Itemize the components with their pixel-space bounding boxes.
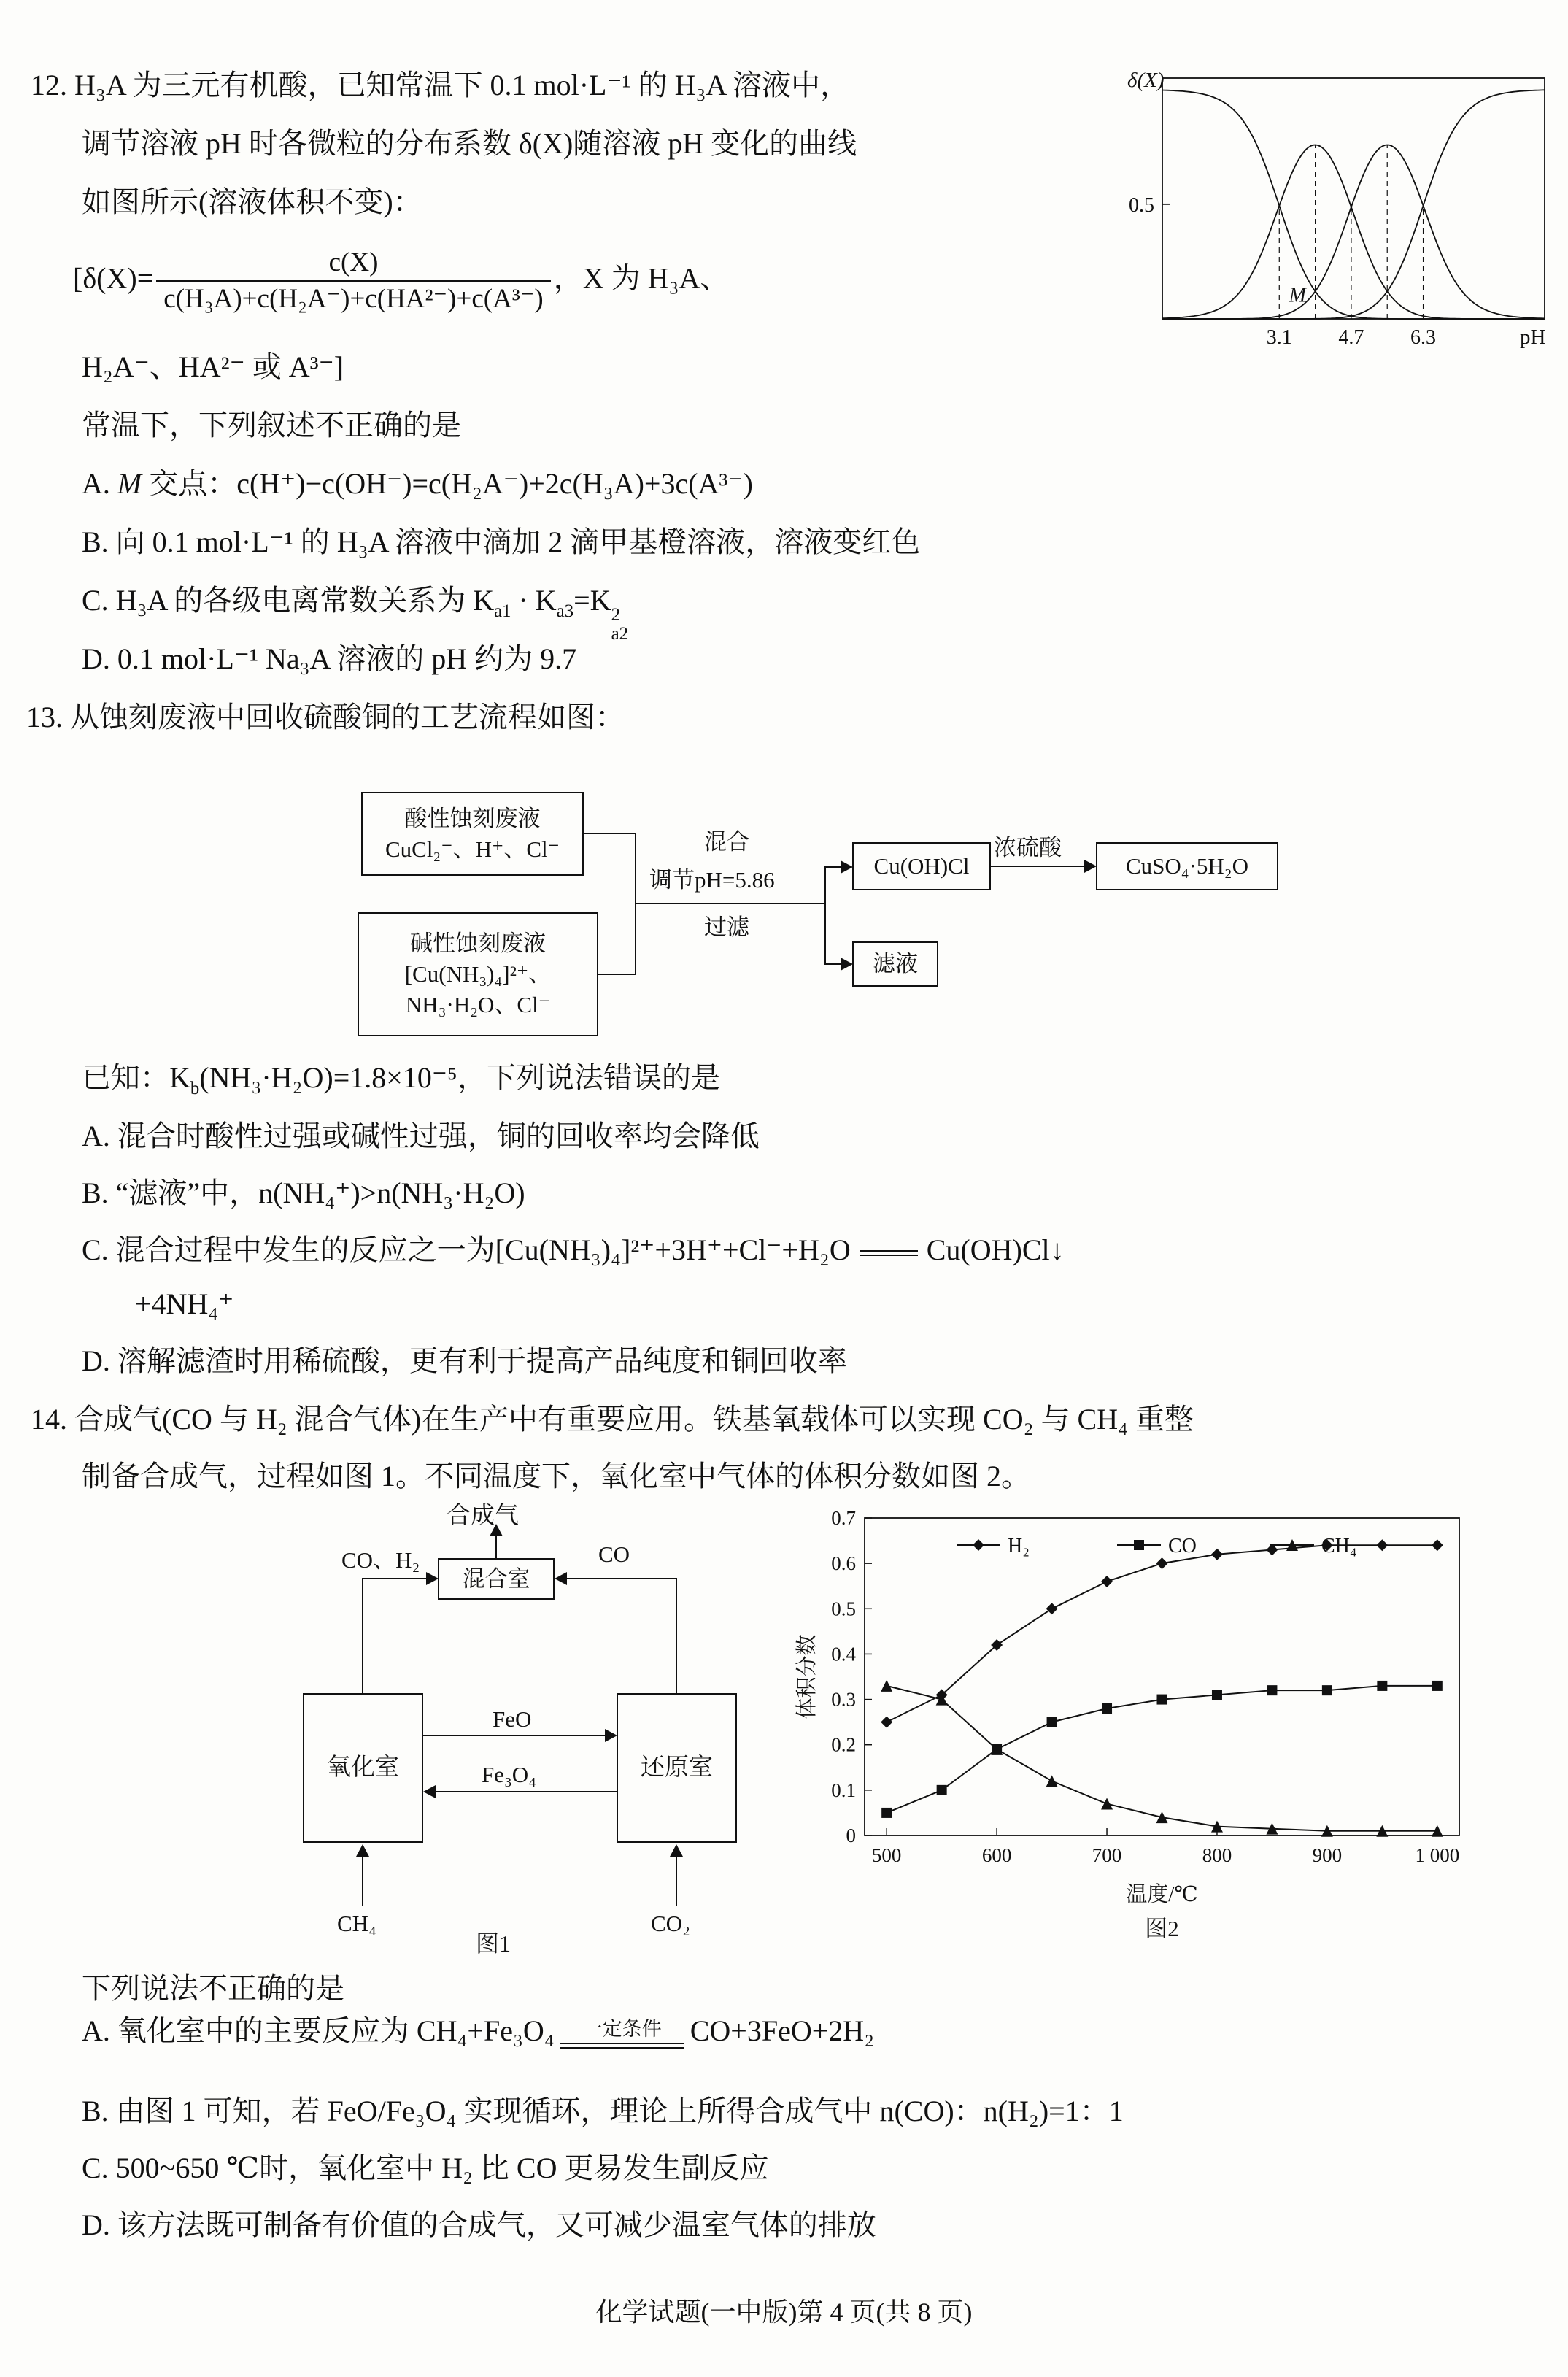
acid-waste-species: CuCl₂⁻、H⁺、Cl⁻ — [385, 836, 560, 862]
page-footer: 化学试题(一中版)第 4 页(共 8 页) — [595, 2297, 973, 2327]
q12-line-3: 如图所示(溶液体积不变)： — [82, 185, 422, 218]
arrow-to-cuohcl — [841, 860, 853, 874]
step-mix-label: 混合 — [704, 829, 749, 855]
q12-stem: 常温下，下列叙述不正确的是 — [82, 409, 461, 442]
mixing-room-label: 混合室 — [462, 1565, 530, 1592]
syngas-arrow — [490, 1524, 503, 1536]
oxidation-room-box — [303, 1693, 423, 1843]
option-text: =K — [573, 584, 611, 617]
q12-line-2: 调节溶液 pH 时各微粒的分布系数 δ(X)随溶液 pH 变化的曲线 — [82, 127, 857, 160]
svg-text:pH: pH — [1520, 325, 1546, 349]
q14-line-1: 14. 合成气(CO 与 H₂ 混合气体)在生产中有重要应用。铁基氧载体可以实现 CO₂ 与 CH₄ 重整 — [31, 1403, 1194, 1436]
fig1-caption: 图1 — [476, 1930, 511, 1957]
q12-option-d: D. 0.1 mol·L⁻¹ Na₃A 溶液的 pH 约为 9.7 — [82, 642, 577, 675]
svg-text:800: 800 — [1202, 1844, 1232, 1866]
q12-formula-cont: H₂A⁻、HA²⁻ 或 A³⁻] — [82, 350, 344, 383]
q13-option-c-cont: +4NH₄⁺ — [135, 1287, 234, 1320]
q13-flow-diagram — [343, 752, 1416, 1058]
cuohcl-label: Cu(OH)Cl — [873, 853, 970, 879]
fraction-numerator: c(X) — [156, 245, 550, 282]
step-filter-label: 过滤 — [704, 914, 749, 940]
alkaline-waste-species-1: [Cu(NH₃)₄]²⁺、 — [404, 961, 552, 987]
svg-text:4.7: 4.7 — [1338, 326, 1364, 349]
fe3o4-label: Fe₃O₄ — [482, 1762, 537, 1787]
q14-process-diagram — [241, 1496, 795, 1963]
arrow-into-mixing-left — [426, 1572, 439, 1585]
sulfuric-acid-label: 浓硫酸 — [994, 835, 1062, 860]
connector-line — [991, 866, 1084, 867]
q13-option-a: A. 混合时酸性过强或碱性过强，铜的回收率均会降低 — [82, 1120, 760, 1152]
svg-text:CH₄: CH₄ — [1321, 1535, 1357, 1557]
arrow-to-cuso4 — [1084, 860, 1097, 873]
option-text: CO+3FeO+2H₂ — [690, 2014, 875, 2047]
connector-line — [566, 1578, 676, 1579]
connector-line — [362, 1578, 363, 1693]
svg-text:0.1: 0.1 — [831, 1779, 856, 1801]
connector-line — [676, 1578, 677, 1693]
svg-text:0.5: 0.5 — [1129, 193, 1154, 217]
svg-text:700: 700 — [1092, 1844, 1122, 1866]
svg-text:900: 900 — [1312, 1844, 1343, 1866]
alkaline-waste-species-2: NH₃·H₂O、Cl⁻ — [405, 991, 551, 1017]
connector-line — [824, 963, 842, 965]
q13-option-c — [82, 1232, 1065, 1268]
acid-waste-box — [361, 792, 584, 876]
svg-text:500: 500 — [871, 1844, 902, 1866]
oxidation-room-label: 氧化室 — [327, 1754, 399, 1781]
reduction-room-box — [617, 1693, 737, 1843]
option-text: A. 氧化室中的主要反应为 CH₄+Fe₃O₄ — [82, 2014, 555, 2047]
q13-option-d: D. 溶解滤渣时用稀硫酸，更有利于提高产品纯度和铜回收率 — [82, 1344, 847, 1377]
svg-text:6.3: 6.3 — [1410, 326, 1437, 349]
svg-text:体积分数: 体积分数 — [795, 1634, 819, 1719]
condition-label: 一定条件 — [582, 2018, 662, 2041]
connector-line — [584, 833, 635, 834]
filtrate-box — [852, 941, 938, 987]
option-text: Cu(OH)Cl↓ — [926, 1233, 1065, 1266]
ch4-arrow — [356, 1844, 369, 1857]
co-label: CO — [598, 1541, 630, 1567]
svg-text:0.4: 0.4 — [831, 1643, 856, 1665]
step-ph-label: 调节pH=5.86 — [649, 867, 775, 893]
q14-option-a — [82, 2013, 874, 2049]
option-text: C. 混合过程中发生的反应之一为[Cu(NH₃)₄]²⁺+3H⁺+Cl⁻+H₂O — [82, 1233, 851, 1266]
connector-line — [824, 866, 842, 868]
sub-a1: a1 — [494, 601, 511, 621]
co-h2-label: CO、H₂ — [341, 1547, 420, 1573]
connector-line — [362, 1578, 428, 1579]
q14-option-c: C. 500~650 ℃时，氧化室中 H₂ 比 CO 更易发生副反应 — [82, 2151, 769, 2184]
svg-text:δ(X): δ(X) — [1127, 69, 1165, 92]
formula-suffix: ，X 为 H₃A、 — [553, 261, 730, 295]
connector-line — [635, 903, 826, 904]
connector-line — [495, 1536, 497, 1558]
sup-2: 2 — [611, 605, 621, 625]
q14-option-d: D. 该方法既可制备有价值的合成气，又可减少温室气体的排放 — [82, 2208, 876, 2241]
arrow-to-filtrate — [841, 958, 853, 971]
connector-line — [423, 1735, 606, 1736]
syngas-label: 合成气 — [447, 1503, 519, 1529]
sub-b: b — [190, 1079, 200, 1098]
q12-option-a — [82, 466, 753, 502]
q13-header: 13. 从蚀刻废液中回收硫酸铜的工艺流程如图： — [26, 701, 625, 733]
cuohcl-box — [852, 842, 991, 890]
svg-text:600: 600 — [981, 1844, 1012, 1866]
svg-text:1 000: 1 000 — [1415, 1844, 1460, 1866]
q12-option-c — [82, 582, 628, 644]
arrow-into-mixing-right — [555, 1572, 567, 1585]
svg-text:3.1: 3.1 — [1266, 326, 1292, 349]
option-text: A. — [82, 467, 117, 500]
fraction-denominator: c(H₃A)+c(H₂A⁻)+c(HA²⁻)+c(A³⁻) — [163, 284, 544, 315]
reaction-condition — [560, 2019, 684, 2049]
formula-prefix: [δ(X)= — [73, 261, 154, 295]
co2-label: CO₂ — [651, 1911, 690, 1936]
reduction-room-label: 还原室 — [641, 1754, 713, 1781]
mixing-room-box — [438, 1558, 555, 1600]
connector-line — [598, 974, 635, 975]
co2-arrow — [670, 1844, 683, 1857]
svg-text:0.2: 0.2 — [831, 1733, 856, 1756]
connector-line — [362, 1856, 363, 1906]
svg-text:0.5: 0.5 — [831, 1598, 856, 1620]
q14-option-b: B. 由图 1 可知，若 FeO/Fe₃O₄ 实现循环，理论上所得合成气中 n(CO)：n(H₂)=1：1 — [82, 2095, 1124, 2127]
svg-text:0: 0 — [846, 1825, 856, 1846]
svg-text:温度/℃: 温度/℃ — [1126, 1883, 1198, 1906]
known-text: 已知：K — [82, 1061, 190, 1094]
q13-known — [82, 1060, 720, 1101]
chemical-equals-sign — [560, 2043, 684, 2049]
q12-line-1: 12. H₃A 为三元有机酸，已知常温下 0.1 mol·L⁻¹ 的 H₃A 溶液中， — [31, 69, 850, 101]
q12-delta-formula — [73, 245, 729, 317]
svg-text:CO: CO — [1168, 1535, 1197, 1557]
q12-distribution-chart — [1127, 62, 1558, 369]
fraction — [156, 245, 550, 317]
q12-option-b: B. 向 0.1 mol·L⁻¹ 的 H₃A 溶液中滴加 2 滴甲基橙溶液，溶液变红色 — [82, 525, 921, 558]
option-text: C. H₃A 的各级电离常数关系为 K — [82, 584, 495, 617]
connector-line — [435, 1791, 617, 1792]
k-squared-a2 — [611, 606, 629, 644]
connector-line — [676, 1856, 677, 1906]
svg-text:H₂: H₂ — [1008, 1535, 1030, 1557]
feo-label: FeO — [493, 1706, 532, 1732]
option-text: 交点：c(H⁺)−c(OH⁻)=c(H₂A⁻)+2c(H₃A)+3c(A³⁻) — [142, 467, 753, 500]
q14-stem: 下列说法不正确的是 — [82, 1972, 344, 2005]
sub-a2: a2 — [611, 624, 629, 644]
fe3o4-arrow — [423, 1785, 436, 1798]
acid-waste-title: 酸性蚀刻废液 — [404, 805, 541, 831]
cuso4-box — [1096, 842, 1278, 890]
chemical-equals-sign — [860, 1250, 918, 1256]
alkaline-waste-title: 碱性蚀刻废液 — [410, 931, 546, 957]
q13-option-b: B. “滤液”中，n(NH₄⁺)>n(NH₃·H₂O) — [82, 1176, 525, 1209]
connector-line — [824, 867, 826, 965]
svg-text:0.3: 0.3 — [831, 1688, 856, 1711]
filtrate-label: 滤液 — [873, 951, 918, 977]
svg-text:M: M — [1289, 284, 1306, 307]
point-m: M — [117, 467, 142, 500]
ch4-label: CH₄ — [337, 1911, 376, 1936]
feo-arrow — [605, 1729, 617, 1742]
svg-text:0.6: 0.6 — [831, 1552, 856, 1575]
alkaline-waste-box — [358, 912, 598, 1036]
option-text: · K — [511, 584, 557, 617]
svg-text:0.7: 0.7 — [831, 1507, 856, 1529]
svg-text:图2: 图2 — [1145, 1916, 1179, 1941]
known-text: (NH₃·H₂O)=1.8×10⁻⁵，下列说法错误的是 — [199, 1061, 720, 1094]
q14-volume-fraction-chart — [792, 1492, 1478, 1963]
q14-line-2: 制备合成气，过程如图 1。不同温度下，氧化室中气体的体积分数如图 2。 — [82, 1460, 1030, 1492]
sub-a3: a3 — [556, 601, 574, 621]
cuso4-label: CuSO₄·5H₂O — [1125, 853, 1249, 879]
